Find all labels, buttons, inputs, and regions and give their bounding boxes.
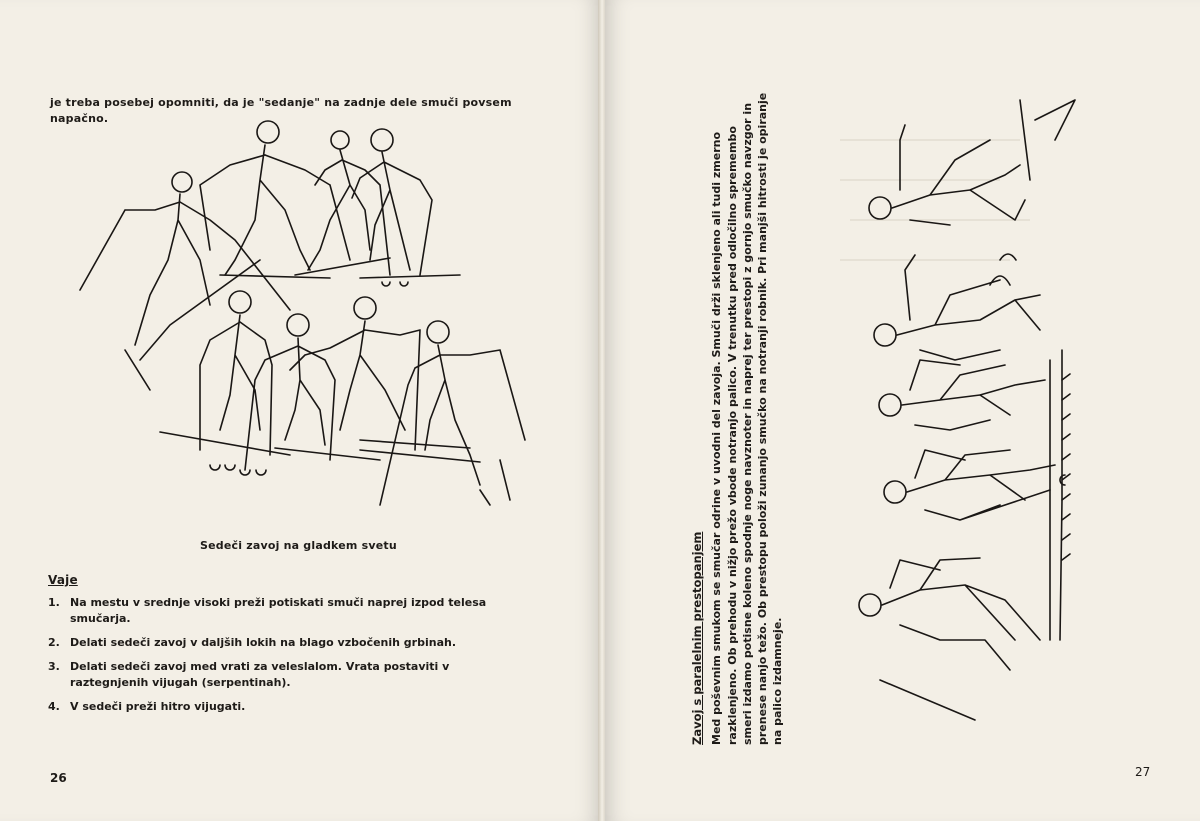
exercise-text: Na mestu v srednje visoki preži potiskati smuči naprej izpod telesa smučarja. [70, 596, 487, 625]
page-number-left: 26 [50, 771, 67, 785]
exercise-number: 1. [48, 596, 60, 609]
intro-paragraph: je treba posebej opomniti, da je "sedanje" na zadnje dele smuči povsem napačno. [50, 96, 512, 125]
exercises-heading: Vaje [48, 573, 78, 587]
figure-caption: Sedeči zavoj na gladkem svetu [200, 539, 397, 552]
exercise-text: Delati sedeči zavoj v daljših lokih na blago vzbočenih grbinah. [70, 636, 457, 649]
section-body: Med poševnim smukom se smučar odrine v uvodni del zavoja. Smuči drži sklenjeno ali tudi zmerno razklenjeno. Ob prehodu v nižjo prežo vbode notranjo palico. V trenutku pred odločilno spremembo smeri izdamo potisne koleno spodnje noge navznoter in naprej ter prestopi z gornjo smučko navzgor in prenese nanjo težo. Ob prestopu položi zunanjo smučko na notranji robnik. Pri manjši hitrosti je opiranje na palico izdamneje. [710, 92, 785, 745]
skier-figure [884, 450, 1065, 520]
exercise-text: Delati sedeči zavoj med vrati za veleslalom. Vrata postaviti v raztegnjenih vijugah (serpentinah). [70, 660, 450, 689]
exercise-item [48, 659, 530, 691]
exercise-item [48, 699, 530, 715]
exercise-list [48, 595, 530, 723]
section-title: Zavoj s paralelnim prestopanjem [690, 531, 704, 745]
skier-figure [240, 314, 380, 475]
exercise-number: 4. [48, 700, 60, 713]
exercise-item [48, 635, 530, 651]
skier-figure [869, 100, 1075, 225]
exercise-number: 3. [48, 660, 60, 673]
sitting-turn-illustration [60, 110, 540, 530]
slope-line [1050, 350, 1062, 640]
skier-figure [879, 360, 1045, 430]
skier-figure [80, 172, 290, 390]
exercise-item [48, 595, 530, 627]
skier-figure [360, 321, 525, 505]
skier-figure [859, 558, 1040, 720]
rotated-text-block [690, 45, 786, 745]
skier-figure [200, 121, 390, 278]
skier-figure [874, 254, 1040, 360]
snow-hatching [1062, 374, 1070, 560]
exercise-number: 2. [48, 636, 60, 649]
parallel-step-turn-illustration [840, 80, 1100, 760]
exercise-text: V sedeči preži hitro vijugati. [70, 700, 246, 713]
page-number-right: 27 [1135, 765, 1151, 779]
